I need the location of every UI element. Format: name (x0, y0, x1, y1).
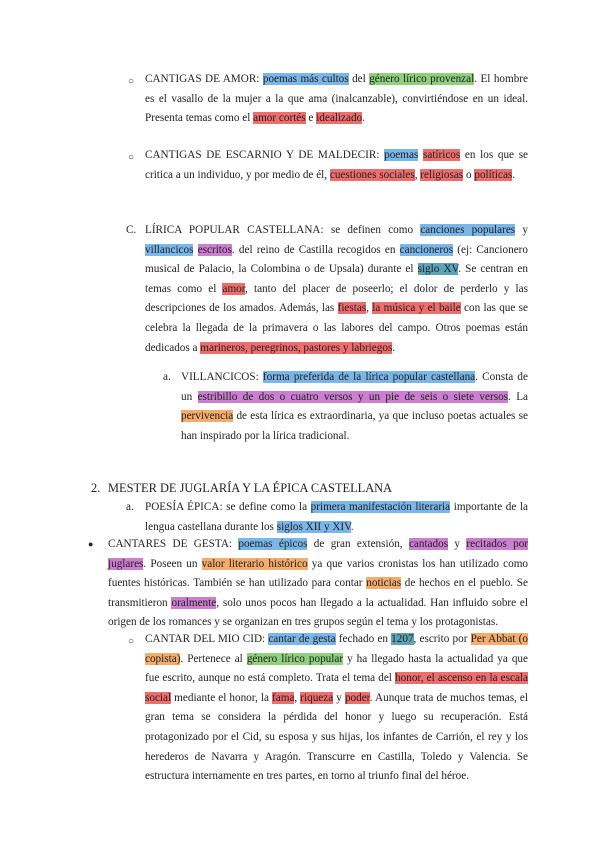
highlight: villancicos (145, 243, 194, 256)
highlight: canciones populares (420, 224, 516, 236)
text-run: , solo unos pocos han llegado a la actualidad. Han influido sobre el origen de los romances y se organizan en tres grupos según el tema y los protagonistas. (108, 596, 528, 629)
highlight: pervivencia (181, 410, 234, 423)
highlight: siglo XV (417, 263, 459, 276)
highlight: fama (272, 691, 295, 704)
bullet-filled-icon: ● (88, 539, 94, 549)
highlight: idealizado (316, 112, 363, 125)
list-marker-c: C. (126, 224, 137, 236)
text-run: , tanto del placer de poseerlo; el dolor de perderlo y las descripciones de los amados. Además, las (145, 282, 528, 315)
text-run: en los que se critica a un individuo, y por medio de él, (145, 149, 529, 181)
highlight: escritos (197, 243, 232, 256)
text-run: o (463, 168, 475, 181)
highlight: políticas (474, 168, 513, 181)
paragraph-text (145, 146, 528, 185)
text-run: fechado en (335, 633, 392, 645)
text-run: . (512, 168, 516, 181)
paragraph-text (108, 535, 528, 633)
highlight: cantar de gesta (268, 633, 336, 645)
text-run: de esta lírica es extraordinaria, ya que incluso poetas actuales se han inspirado por la lírica tradicional. (181, 410, 528, 442)
paragraph-cantar-del-mio-cid (145, 630, 528, 787)
list-marker-a: a. (126, 501, 134, 513)
paragraph-text (145, 630, 528, 787)
highlight: riqueza (300, 691, 334, 704)
highlight: poemas (384, 149, 419, 161)
highlight: honor, el ascenso en la escala social (145, 672, 528, 704)
text-run: del (348, 73, 370, 85)
text-run: CANTIGAS DE AMOR: (145, 73, 263, 85)
highlight: cantados (408, 538, 449, 550)
section-heading: MESTER DE JUGLARÍA Y LA ÉPICA CASTELLANA (108, 481, 393, 495)
text-run: importante de la lengua castellana durante los (145, 501, 528, 533)
text-run: . Se centran en temas como el (145, 263, 528, 295)
paragraph-text (145, 221, 528, 358)
text-run: e (305, 112, 317, 125)
highlight: satíricos (422, 149, 461, 161)
text-run: CANTARES DE GESTA: (108, 538, 239, 550)
text-run: . La (508, 390, 528, 403)
paragraph-villancicos (181, 368, 528, 446)
paragraph-poesia-epica (145, 498, 528, 537)
text-run: CANTAR DEL MIO CID: (145, 633, 269, 645)
text-run: . El hombre es el vasallo de la mujer a la que ama (inalcanzable), convirtiéndose en un ideal. Presenta temas como el (145, 73, 529, 125)
text-run: . Poseen un (143, 557, 202, 570)
text-run: . del reino de Castilla recogidos en (231, 243, 400, 256)
highlight: la música y el baile (372, 302, 461, 315)
bullet-hollow-icon: ○ (128, 636, 135, 647)
highlight: cancioneros (399, 243, 454, 256)
highlight: forma preferida de la lírica popular castellana (262, 371, 476, 383)
text-run: (ej: Cancionero musical de Palacio, la Colombina o de Upsala) durante el (145, 243, 528, 276)
highlight: estribillo de dos o cuatro versos y un pie de seis o siete versos (197, 390, 509, 403)
text-run: . Pertenece al (180, 652, 247, 665)
highlight: poder (344, 691, 370, 704)
paragraph-lirica-popular (145, 221, 528, 358)
highlight: 1207 (391, 633, 414, 645)
paragraph-text (145, 70, 528, 129)
text-run: VILLANCICOS: (181, 371, 263, 383)
text-run: con las que se celebra la llegada de la primavera o las labores del campo. Otros poemas están dedicados a (145, 302, 528, 354)
bullet-hollow-icon: ○ (128, 76, 135, 87)
text-run: POESÍA ÉPICA: se define como la (145, 501, 311, 513)
paragraph-cantigas-de-amor (145, 70, 528, 129)
text-run: y ha llegado hasta la actualidad ya que fue escrito, aunque no está completo. Trata el tema del (145, 652, 528, 685)
text-run: , (294, 691, 301, 704)
text-run: . (350, 520, 354, 533)
text-run: y (448, 538, 467, 550)
text-run: , (366, 302, 373, 315)
text-run: y (333, 691, 345, 704)
text-run: . Consta de un (181, 371, 528, 403)
paragraph-cantigas-de-escarnio (145, 146, 528, 185)
text-run: ya que varios cronistas los han utilizado como fuentes históricas. También se han utilizado para contar (108, 557, 529, 590)
list-marker-a: a. (163, 371, 171, 383)
text-run: CANTIGAS DE ESCARNIO Y DE MALDECIR: (145, 149, 385, 161)
text-run: de gran extensión, (307, 538, 409, 550)
highlight: género lírico popular (246, 652, 344, 665)
highlight: género lírico provenzal (369, 73, 475, 85)
text-run: . (362, 112, 365, 125)
highlight: marineros, peregrinos, pastores y labriegos (200, 341, 393, 354)
paragraph-text (145, 498, 528, 537)
text-run: LÍRICA POPULAR CASTELLANA: se definen como (145, 224, 421, 236)
text-run: . (392, 341, 396, 354)
highlight: poemas más cultos (262, 73, 349, 85)
text-run: . Aunque trata de muchos temas, el gran tema se considera la pérdida del honor y luego su recuperación. Está protagonizado por el Cid, su esposa y sus hijas, los infantes de Carrión, el rey y los herederos de Navarra y Aragón. Transcurre en Castilla, Toledo y Valencia. Se estructura internamente en tres partes, en torno al triunfo final del héroe. (145, 691, 528, 783)
text-run: mediante el honor, la (171, 691, 273, 704)
highlight: oralmente (171, 596, 217, 609)
section-number: 2. (91, 481, 101, 495)
highlight: noticias (366, 577, 402, 590)
text-run: , (414, 168, 421, 181)
highlight: recitados por juglares (108, 538, 529, 570)
highlight: amor cortés (253, 112, 306, 125)
paragraph-cantares-de-gesta (108, 535, 528, 633)
highlight: religiosas (420, 168, 464, 181)
highlight: primera manifestación literaria (310, 501, 451, 513)
text-run: y (515, 224, 529, 236)
highlight: siglos XII y XIV (276, 520, 351, 533)
bullet-hollow-icon: ○ (128, 152, 135, 163)
text-run: de hechos en el pueblo. Se transmitieron (108, 577, 528, 609)
highlight: poemas épicos (238, 538, 308, 550)
highlight: valor literario histórico (201, 557, 308, 570)
highlight: cuestiones sociales (329, 168, 415, 181)
text-run: , escrito por (413, 633, 471, 645)
highlight: amor (222, 282, 246, 295)
highlight: fiestas (337, 302, 367, 315)
paragraph-text (181, 368, 528, 446)
highlight: Per Abbat (o copista) (145, 633, 528, 665)
